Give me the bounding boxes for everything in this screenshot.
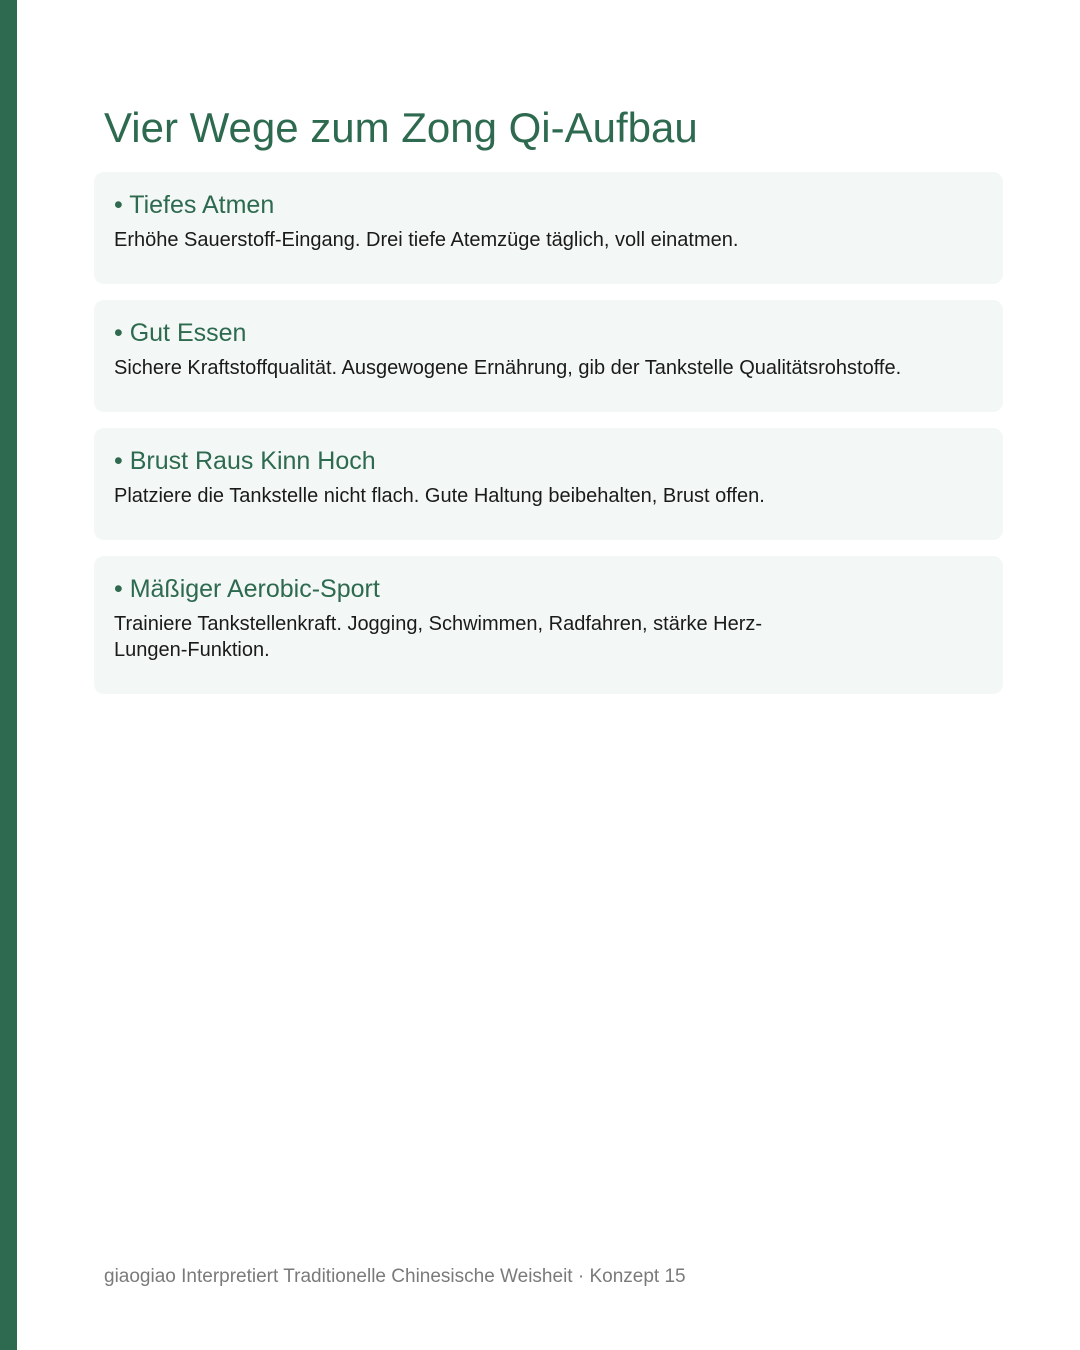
method-card-eating [94, 300, 1003, 412]
method-card-heading: • Brust Raus Kinn Hoch [114, 447, 376, 475]
accent-side-bar [0, 0, 17, 1350]
method-card-description: Platziere die Tankstelle nicht flach. Gute Haltung beibehalten, Brust offen. [114, 485, 765, 507]
method-card-description: Sichere Kraftstoffqualität. Ausgewogene Ernährung, gib der Tankstelle Qualitätsrohstoffe. [114, 357, 902, 379]
page-title: Vier Wege zum Zong Qi-Aufbau [104, 104, 698, 151]
method-card-heading: • Gut Essen [114, 319, 247, 347]
method-card-posture [94, 428, 1003, 540]
method-card-heading: • Mäßiger Aerobic-Sport [114, 575, 380, 603]
method-card-description: Erhöhe Sauerstoff-Eingang. Drei tiefe Atemzüge täglich, voll einatmen. [114, 229, 739, 251]
method-card-description: Trainiere Tankstellenkraft. Jogging, Schwimmen, Radfahren, stärke Herz-Lungen-Funktion. [114, 613, 763, 661]
method-card-breathing [94, 172, 1003, 284]
method-card-heading: • Tiefes Atmen [114, 191, 275, 219]
method-card-aerobic [94, 556, 1003, 694]
page-footer: giaogiao Interpretiert Traditionelle Chinesische Weisheit · Konzept 15 [104, 1266, 686, 1287]
